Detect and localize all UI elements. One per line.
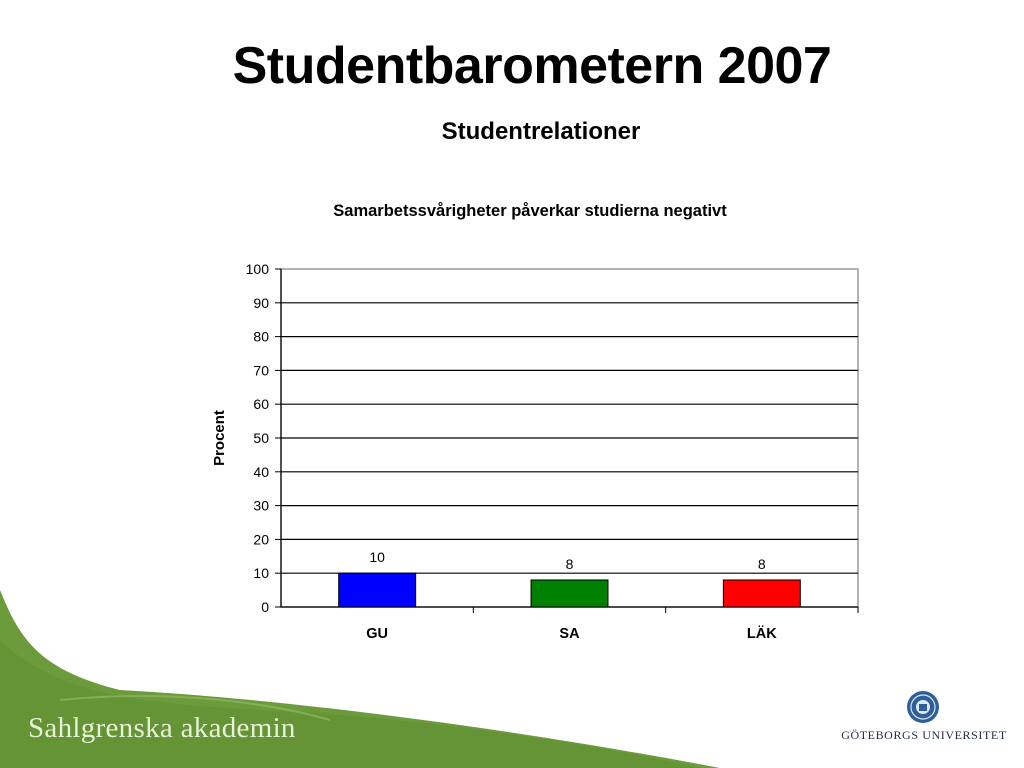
x-tick-label: LÄK (746, 626, 777, 642)
bar-gu (339, 573, 416, 607)
bar-sa (531, 580, 608, 607)
university-name: GÖTEBORGS UNIVERSITET (841, 728, 1007, 742)
y-tick-label: 80 (253, 328, 269, 345)
data-label: 8 (757, 555, 766, 572)
y-tick-label: 50 (253, 430, 269, 446)
university-seal-icon (906, 690, 940, 724)
brand-name: Sahlgrenska akademin (28, 712, 296, 744)
y-axis-label: Procent (211, 410, 228, 466)
y-tick-label: 100 (245, 261, 269, 277)
data-label: 8 (565, 555, 574, 572)
x-tick-label: SA (559, 626, 580, 642)
bar-läk (723, 580, 800, 607)
chart-title: Samarbetssvårigheter påverkar studierna negativt (333, 202, 727, 220)
data-label: 10 (369, 549, 385, 566)
y-tick-label: 40 (253, 463, 269, 480)
y-tick-label: 60 (253, 396, 269, 413)
x-tick-label: GU (366, 626, 389, 642)
y-tick-label: 30 (253, 497, 269, 514)
slide-title: Studentbarometern 2007 (232, 37, 832, 95)
y-tick-label: 20 (253, 531, 269, 548)
y-tick-label: 0 (261, 599, 269, 615)
y-tick-label: 70 (253, 362, 269, 379)
y-tick-label: 90 (253, 294, 269, 311)
y-tick-label: 10 (253, 565, 269, 582)
slide-subtitle: Studentrelationer (441, 118, 641, 145)
